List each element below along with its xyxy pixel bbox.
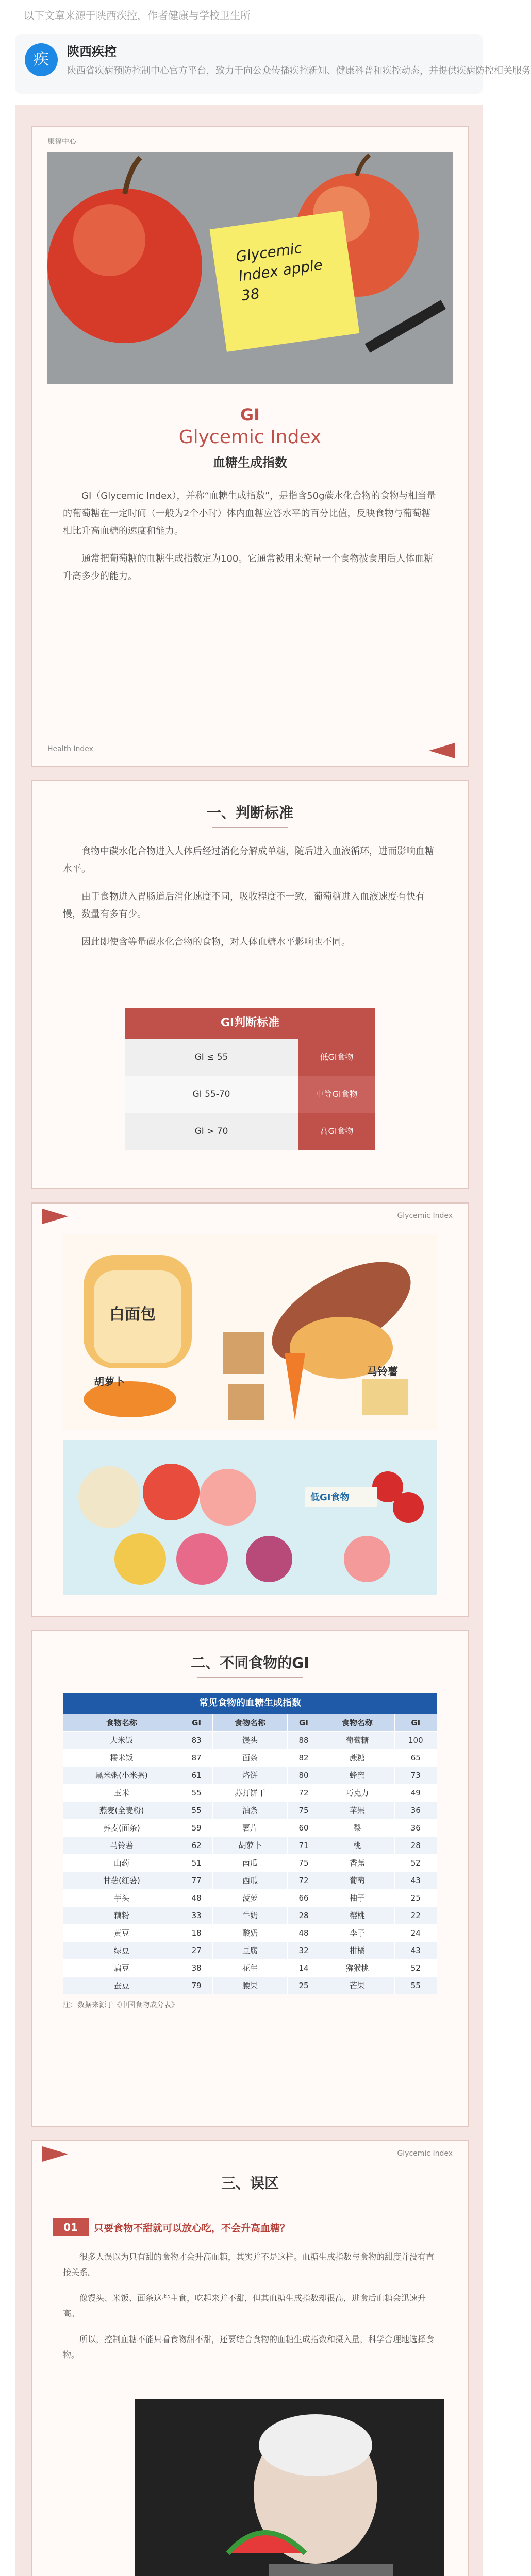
- table-cell: 猕猴桃: [320, 1959, 394, 1977]
- table-row: [63, 1872, 437, 1889]
- table-cell: 14: [287, 1959, 320, 1977]
- gi-table-note: 注：数据来源于《中国食物成分表》: [63, 2001, 178, 2009]
- table-cell: 芋头: [63, 1889, 180, 1907]
- gi-standard-title: GI判断标准: [125, 1008, 375, 1039]
- table-cell: 25: [394, 1889, 437, 1907]
- hero-intro: [63, 487, 437, 596]
- table-cell: 胡萝卜: [213, 1837, 287, 1854]
- table-cell: 牛奶: [213, 1907, 287, 1924]
- table-cell: 73: [394, 1767, 437, 1784]
- table-row: GI > 70 高GI食物: [125, 1113, 375, 1150]
- account-card[interactable]: [15, 34, 531, 94]
- foods-label: Glycemic Index: [397, 1212, 453, 1220]
- table-cell: 柚子: [320, 1889, 394, 1907]
- table-cell: 22: [394, 1907, 437, 1924]
- table-cell: 苹果: [320, 1802, 394, 1819]
- table-cell: 豆腐: [213, 1942, 287, 1959]
- table-cell: 苏打饼干: [213, 1784, 287, 1802]
- table-cell: 绿豆: [63, 1942, 180, 1959]
- potato-label: 马铃薯: [367, 1365, 398, 1378]
- table-cell: 24: [394, 1924, 437, 1942]
- section1-paragraph-1: 食物中碳水化合物进入人体后经过消化分解成单糖，随后进入血液循环，进而影响血糖水平。: [63, 846, 434, 874]
- table-cell: 香蕉: [320, 1854, 394, 1872]
- table-header-row: 食物名称 GI 食物名称 GI 食物名称 GI: [63, 1714, 437, 1732]
- fruit-illustration: [63, 1440, 437, 1595]
- hero-gi-big: GI: [240, 405, 260, 425]
- table-cell: 52: [394, 1854, 437, 1872]
- table-row: GI 55-70 中等GI食物: [125, 1076, 375, 1113]
- hero-paragraph-2: 通常把葡萄糖的血糖生成指数定为100。它通常被用来衡量一个食物被食用后人体血糖升高多少的能力。: [63, 553, 434, 582]
- hero-frame: [31, 126, 469, 767]
- gi-standard-table: [125, 1008, 375, 1150]
- table-cell: 马铃薯: [63, 1837, 180, 1854]
- table-cell: 61: [180, 1767, 212, 1784]
- table-cell: 83: [180, 1732, 212, 1749]
- section2-title: 二、不同食物的GI: [191, 1654, 309, 1671]
- table-cell: 葡萄糖: [320, 1732, 394, 1749]
- bread-label: 白面包: [109, 1306, 156, 1324]
- table-cell: 芒果: [320, 1977, 394, 1994]
- table-cell: 花生: [213, 1959, 287, 1977]
- table-cell: 柑橘: [320, 1942, 394, 1959]
- table-cell: 32: [287, 1942, 320, 1959]
- section1-text: [63, 843, 437, 961]
- table-cell: 55: [180, 1784, 212, 1802]
- table-cell: 糯米饭: [63, 1749, 180, 1767]
- table-cell: 酸奶: [213, 1924, 287, 1942]
- table-cell: 薯片: [213, 1819, 287, 1837]
- table-cell: 葡萄: [320, 1872, 394, 1889]
- table-cell: 87: [180, 1749, 212, 1767]
- table-row: [63, 1837, 437, 1854]
- table-cell: 77: [180, 1872, 212, 1889]
- table-cell: 28: [394, 1837, 437, 1854]
- table-cell: 燕麦(全麦粉): [63, 1802, 180, 1819]
- tip1-question: 只要食物不甜就可以放心吃，不会升高血糖？: [94, 2223, 290, 2234]
- table-cell: 樱桃: [320, 1907, 394, 1924]
- table-cell: 71: [287, 1837, 320, 1854]
- table-cell: 南瓜: [213, 1854, 287, 1872]
- table-cell: 藕粉: [63, 1907, 180, 1924]
- table-cell: 蚕豆: [63, 1977, 180, 1994]
- table-row: [63, 1959, 437, 1977]
- section3-title: 三、误区: [221, 2175, 279, 2192]
- tip1-paragraph-1: 很多人误以为只有甜的食物才会升高血糖，其实并不是这样。血糖生成指数与食物的甜度并没有直接关系。: [63, 2252, 435, 2277]
- table-cell: 西瓜: [213, 1872, 287, 1889]
- divider: [197, 1677, 303, 1678]
- table-cell: 36: [394, 1819, 437, 1837]
- table-cell: 55: [180, 1802, 212, 1819]
- table-cell: 43: [394, 1872, 437, 1889]
- section3-label: Glycemic Index: [397, 2149, 453, 2158]
- table-cell: 65: [394, 1749, 437, 1767]
- hero-photo: [47, 152, 453, 384]
- table-cell: 82: [287, 1749, 320, 1767]
- table-row: [63, 1907, 437, 1924]
- table-cell: 玉米: [63, 1784, 180, 1802]
- table-cell: 100: [394, 1732, 437, 1749]
- table-cell: 51: [180, 1854, 212, 1872]
- table-cell: 28: [287, 1907, 320, 1924]
- triangle-icon: [42, 1209, 68, 1224]
- table-cell: 62: [180, 1837, 212, 1854]
- table-cell: 菠萝: [213, 1889, 287, 1907]
- article-body: [15, 105, 483, 2576]
- table-row: [63, 1784, 437, 1802]
- table-cell: 李子: [320, 1924, 394, 1942]
- gi-food-grid: [63, 1714, 437, 1994]
- table-cell: 25: [287, 1977, 320, 1994]
- tip1-number: 01: [53, 2218, 89, 2236]
- table-row: [63, 1854, 437, 1872]
- section1-paragraph-2: 由于食物进入胃肠道后消化速度不同，吸收程度不一致，葡萄糖进入血液速度有快有慢，数量有多有少。: [63, 891, 425, 920]
- table-cell: 72: [287, 1784, 320, 1802]
- table-row: GI ≤ 55 低GI食物: [125, 1039, 375, 1076]
- table-cell: 43: [394, 1942, 437, 1959]
- table-cell: 36: [394, 1802, 437, 1819]
- tip1-text: [63, 2249, 437, 2373]
- table-cell: 桃: [320, 1837, 394, 1854]
- table-row: [63, 1802, 437, 1819]
- table-row: [63, 1977, 437, 1994]
- section1-paragraph-3: 因此即使含等量碳水化合物的食物，对人体血糖水平影响也不同。: [81, 937, 351, 947]
- table-cell: 72: [287, 1872, 320, 1889]
- source-note: 以下文章来源于陕西疾控，作者健康与学校卫生所: [24, 9, 251, 22]
- divider: [212, 827, 288, 828]
- table-cell: 49: [394, 1784, 437, 1802]
- table-cell: 27: [180, 1942, 212, 1959]
- table-cell: 48: [180, 1889, 212, 1907]
- table-cell: 66: [287, 1889, 320, 1907]
- table-cell: 黑米粥(小米粥): [63, 1767, 180, 1784]
- table-cell: 33: [180, 1907, 212, 1924]
- section3-frame: [31, 2140, 469, 2576]
- table-cell: 山药: [63, 1854, 180, 1872]
- hero-paragraph-1: GI（Glycemic Index），并称“血糖生成指数”，是指含50g碳水化合物的食物与相当量的葡萄糖在一定时间（一般为2个小时）体内血糖应答水平的百分比值，反映食物与葡萄糖相比升高血糖的速度和能力。: [63, 490, 436, 536]
- hero-top-label: 康福中心: [47, 138, 76, 146]
- gi-food-table: [63, 1693, 437, 2010]
- table-row: [63, 1819, 437, 1837]
- table-cell: 腰果: [213, 1977, 287, 1994]
- food-illustration-top: [63, 1234, 437, 1430]
- table-cell: 75: [287, 1802, 320, 1819]
- table-cell: 荞麦(面条): [63, 1819, 180, 1837]
- table-cell: 18: [180, 1924, 212, 1942]
- table-cell: 79: [180, 1977, 212, 1994]
- tip1-paragraph-3: 所以，控制血糖不能只看食物甜不甜，还要结合食物的血糖生成指数和摄入量，科学合理地选择食物。: [63, 2334, 435, 2360]
- table-cell: 馒头: [213, 1732, 287, 1749]
- table-cell: 大米饭: [63, 1732, 180, 1749]
- table-cell: 60: [287, 1819, 320, 1837]
- table-cell: 梨: [320, 1819, 394, 1837]
- table-cell: 蔗糖: [320, 1749, 394, 1767]
- carrot-label: 胡萝卜: [94, 1376, 125, 1388]
- table-cell: 80: [287, 1767, 320, 1784]
- table-row: [63, 1749, 437, 1767]
- section1-title: 一、判断标准: [206, 804, 293, 821]
- table-cell: 蜂蜜: [320, 1767, 394, 1784]
- hero-gi-en: Glycemic Index: [178, 427, 322, 448]
- account-description: 陕西省疾病预防控制中心官方平台，致力于向公众传播疾控新知、健康科普和疾控动态，并提供疾病防控相关服务: [67, 65, 531, 76]
- table-row: [63, 1767, 437, 1784]
- foods-frame: [31, 1202, 469, 1617]
- table-cell: 48: [287, 1924, 320, 1942]
- section2-frame: [31, 1630, 469, 2127]
- table-cell: 38: [180, 1959, 212, 1977]
- table-cell: 甘薯(红薯): [63, 1872, 180, 1889]
- table-cell: 55: [394, 1977, 437, 1994]
- table-row: [63, 1889, 437, 1907]
- elderly-watermelon-photo: [135, 2399, 444, 2576]
- table-cell: 扁豆: [63, 1959, 180, 1977]
- table-cell: 烙饼: [213, 1767, 287, 1784]
- account-logo: 疾: [25, 43, 58, 76]
- table-cell: 59: [180, 1819, 212, 1837]
- table-row: [63, 1924, 437, 1942]
- triangle-icon: [42, 2146, 68, 2162]
- table-cell: 75: [287, 1854, 320, 1872]
- account-name[interactable]: 陕西疾控: [67, 44, 117, 59]
- table-row: [63, 1732, 437, 1749]
- hero-sign-text: Glycemic Index apple 38: [235, 239, 324, 304]
- table-cell: 88: [287, 1732, 320, 1749]
- table-cell: 面条: [213, 1749, 287, 1767]
- table-row: [63, 1942, 437, 1959]
- low-gi-sign: 低GI食物: [310, 1492, 350, 1503]
- table-cell: 黄豆: [63, 1924, 180, 1942]
- tip1-paragraph-2: 像馒头、米饭、面条这些主食，吃起来并不甜，但其血糖生成指数却很高，进食后血糖会迅速升高。: [63, 2293, 426, 2318]
- table-cell: 巧克力: [320, 1784, 394, 1802]
- hero-bottom-label: Health Index: [47, 745, 93, 753]
- gi-food-table-title: 常见食物的血糖生成指数: [63, 1693, 437, 1714]
- section1-frame: [31, 780, 469, 1189]
- hero-gi-cn: 血糖生成指数: [213, 455, 287, 470]
- table-cell: 油条: [213, 1802, 287, 1819]
- table-cell: 52: [394, 1959, 437, 1977]
- triangle-icon: [429, 743, 455, 758]
